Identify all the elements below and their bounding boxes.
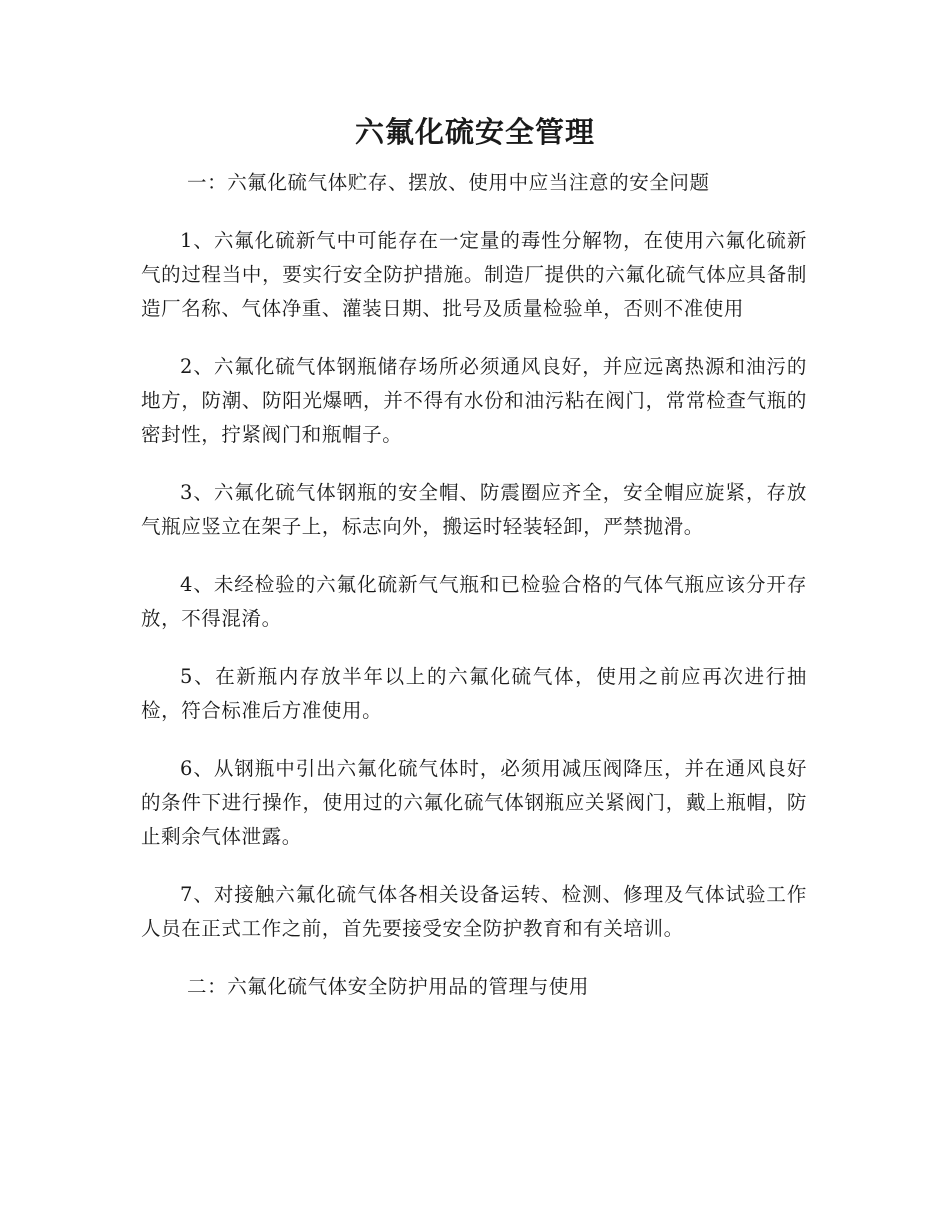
paragraph-6: 6、从钢瓶中引出六氟化硫气体时，必须用减压阀降压，并在通风良好的条件下进行操作，使用过的六氟化硫气体钢瓶应关紧阀门，戴上瓶帽，防止剩余气体泄露。 (141, 757, 807, 848)
paragraph-7: 7、对接触六氟化硫气体各相关设备运转、检测、修理及气体试验工作人员在正式工作之前，首先要接受安全防护教育和有关培训。 (141, 883, 807, 940)
section-heading-1: 一：六氟化硫气体贮存、摆放、使用中应当注意的安全问题 (187, 171, 710, 194)
paragraph-5: 5、在新瓶内存放半年以上的六氟化硫气体，使用之前应再次进行抽检，符合标准后方准使用。 (141, 665, 807, 722)
document-body (141, 166, 807, 1028)
document-title: 六氟化硫安全管理 (354, 115, 595, 149)
paragraph-2: 2、六氟化硫气体钢瓶储存场所必须通风良好，并应远离热源和油污的地方，防潮、防阳光爆晒，并不得有水份和油污粘在阀门，常常检查气瓶的密封性，拧紧阀门和瓶帽子。 (141, 355, 807, 446)
paragraph-4: 4、未经检验的六氟化硫新气气瓶和已检验合格的气体气瓶应该分开存放，不得混淆。 (141, 573, 807, 630)
paragraph-1: 1、六氟化硫新气中可能存在一定量的毒性分解物，在使用六氟化硫新气的过程当中，要实行安全防护措施。制造厂提供的六氟化硫气体应具备制造厂名称、气体净重、灌装日期、批号及质量检验单，否则不准使用 (141, 229, 807, 320)
paragraph-3: 3、六氟化硫气体钢瓶的安全帽、防震圈应齐全，安全帽应旋紧，存放气瓶应竖立在架子上，标志向外，搬运时轻装轻卸，严禁抛滑。 (141, 481, 807, 538)
section-heading-2: 二：六氟化硫气体安全防护用品的管理与使用 (187, 975, 590, 998)
